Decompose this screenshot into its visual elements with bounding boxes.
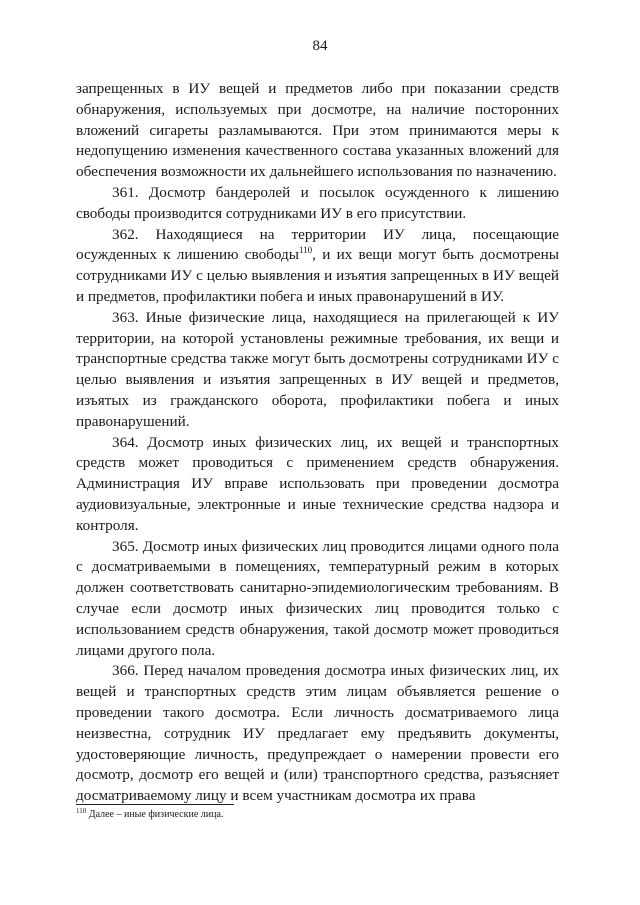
- footnote-reference: 110: [298, 245, 313, 256]
- paragraph-362-text-before: 362. Находящиеся на территории ИУ лица, посещающие осужденных к лишению свободы: [76, 225, 559, 264]
- page-number: 84: [312, 38, 328, 54]
- footnote-divider: [76, 804, 234, 805]
- paragraph-365: 365. Досмотр иных физических лиц проводится лицами одного пола с досматриваемыми в помещениях, температурный режим в которых должен соответствовать санитарно-эпидемиологическим требованиям. В случае если досмотр иных физических лиц проводится только с использованием средств обнаружения, такой досмотр может проводиться лицами другого пола.: [76, 537, 559, 659]
- paragraph-362: [76, 225, 559, 308]
- document-body: [76, 79, 559, 807]
- paragraph-361: 361. Досмотр бандеролей и посылок осужденного к лишению свободы производится сотрудниками ИУ в его присутствии.: [76, 183, 559, 222]
- paragraph-366: 366. Перед началом проведения досмотра иных физических лиц, их вещей и транспортных средств этим лицам объявляется решение о проведении такого досмотра. Если личность досматриваемого лица неизвестна, сотрудник ИУ предлагает ему предъявить документы, удостоверяющие личность, предупреждает о намерении провести его досмотр, досмотр его вещей и (или) транспортного средства, разъясняет досматриваемому лицу и всем участникам досмотра их права: [76, 662, 559, 805]
- paragraph-362-text-after: , и их вещи могут быть досмотрены сотрудниками ИУ с целью выявления и изъятия запрещенных в ИУ вещей и предметов, профилактики побега и иных правонарушений в ИУ.: [76, 246, 559, 305]
- footnote-text: Далее – иные физические лица.: [86, 809, 224, 820]
- footnote-number: 110: [76, 807, 87, 815]
- paragraph-363: 363. Иные физические лица, находящиеся на прилегающей к ИУ территории, на которой установлены режимные требования, их вещи и транспортные средства также могут быть досмотрены сотрудниками ИУ с целью выявления и изъятия запрещенных в ИУ вещей и предметов, изъятых из гражданского оборота, профилактики побега и иных правонарушений.: [76, 308, 559, 430]
- paragraph-364: 364. Досмотр иных физических лиц, их вещей и транспортных средств может проводиться с применением средств обнаружения. Администрация ИУ вправе использовать при проведении досмотра аудиовизуальные, электронные и иные технические средства надзора и контроля.: [76, 433, 559, 534]
- footnote: [76, 808, 223, 821]
- paragraph-continuation: запрещенных в ИУ вещей и предметов либо при показании средств обнаружения, используемых при досмотре, на наличие посторонних вложений сигареты разламываются. При этом принимаются меры к недопущению изменения качественного состава указанных вложений для обеспечения возможности их дальнейшего использования по назначению.: [76, 80, 559, 181]
